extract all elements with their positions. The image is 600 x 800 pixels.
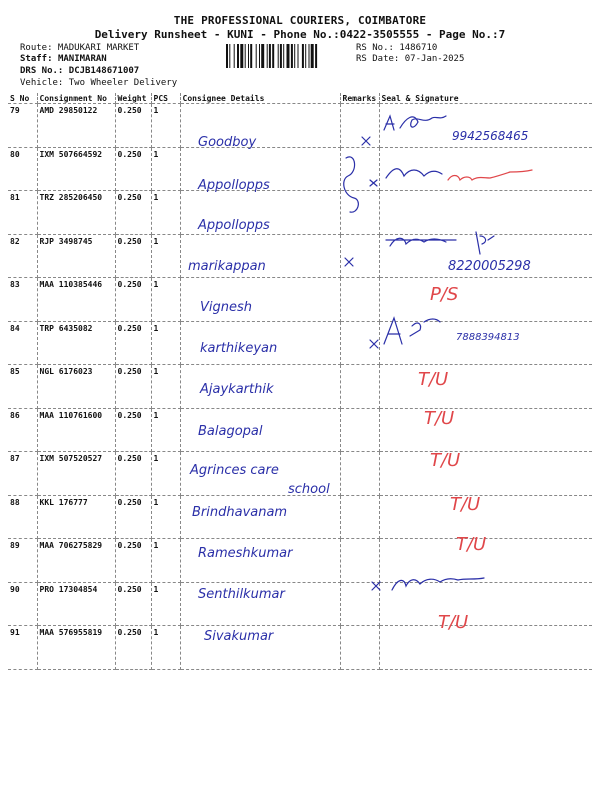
row-sno: 83 (8, 278, 37, 322)
row-pcs: 1 (151, 147, 180, 191)
table-row (8, 452, 592, 496)
remark-red: T/U (450, 494, 481, 515)
row-consignee (180, 626, 340, 670)
row-consignment: PRO 17304854 (37, 582, 115, 626)
remark-red: T/U (438, 612, 469, 633)
hw-phone: 7888394813 (456, 332, 520, 343)
hw-name: school (288, 482, 330, 497)
row-sno: 89 (8, 539, 37, 583)
row-remarks (340, 626, 379, 670)
row-consignment: TRZ 285206450 (37, 191, 115, 235)
row-sno: 87 (8, 452, 37, 496)
row-sno: 91 (8, 626, 37, 670)
table-row (8, 278, 592, 322)
row-pcs: 1 (151, 452, 180, 496)
row-pcs: 1 (151, 191, 180, 235)
hw-name: Appollopps (198, 218, 270, 233)
row-consignee (180, 234, 340, 278)
row-consignee (180, 582, 340, 626)
remark-red: P/S (430, 284, 459, 305)
row-seal (379, 147, 592, 191)
row-weight: 0.250 (115, 582, 151, 626)
row-consignment: RJP 3498745 (37, 234, 115, 278)
hw-phone: 9942568465 (452, 129, 529, 143)
table-row (8, 626, 592, 670)
row-remarks (340, 495, 379, 539)
row-pcs: 1 (151, 539, 180, 583)
row-remarks (340, 582, 379, 626)
table-row (8, 191, 592, 235)
row-seal (379, 278, 592, 322)
row-weight: 0.250 (115, 104, 151, 148)
row-remarks (340, 408, 379, 452)
row-remarks (340, 191, 379, 235)
row-sno: 82 (8, 234, 37, 278)
staff-line (20, 54, 107, 65)
row-pcs: 1 (151, 278, 180, 322)
row-weight: 0.250 (115, 321, 151, 365)
row-pcs: 1 (151, 234, 180, 278)
row-seal (379, 365, 592, 409)
hw-name: Balagopal (198, 424, 263, 439)
row-consignee (180, 452, 340, 496)
table-row (8, 104, 592, 148)
row-weight: 0.250 (115, 234, 151, 278)
row-consignment: MAA 576955819 (37, 626, 115, 670)
col-sno: S No (8, 93, 37, 104)
row-consignee (180, 321, 340, 365)
table-row (8, 495, 592, 539)
row-consignee (180, 104, 340, 148)
row-sno: 86 (8, 408, 37, 452)
row-weight: 0.250 (115, 278, 151, 322)
table-row (8, 408, 592, 452)
row-consignee (180, 191, 340, 235)
staff-label: Staff: (20, 54, 53, 64)
drs-line (20, 66, 139, 77)
row-seal (379, 452, 592, 496)
remark-red: T/U (456, 534, 487, 555)
col-consignee: Consignee Details (180, 93, 340, 104)
col-pcs: PCS (151, 93, 180, 104)
row-consignment: AMD 29850122 (37, 104, 115, 148)
row-sno: 85 (8, 365, 37, 409)
hw-name: Brindhavanam (192, 505, 288, 520)
row-consignee (180, 408, 340, 452)
staff-name: MANIMARAN (57, 54, 107, 64)
row-sno: 90 (8, 582, 37, 626)
hw-name: Rameshkumar (198, 546, 293, 561)
row-pcs: 1 (151, 365, 180, 409)
row-pcs: 1 (151, 495, 180, 539)
row-seal (379, 626, 592, 670)
vehicle-label: Vehicle: Two Wheeler Delivery (20, 78, 178, 88)
runsheet-table (8, 93, 592, 670)
row-weight: 0.250 (115, 452, 151, 496)
hw-name: karthikeyan (200, 341, 278, 356)
row-weight: 0.250 (115, 147, 151, 191)
row-remarks (340, 452, 379, 496)
hw-name: Goodboy (198, 135, 257, 150)
row-seal (379, 234, 592, 278)
row-seal (379, 408, 592, 452)
row-consignee (180, 539, 340, 583)
hw-name: Appollopps (198, 178, 270, 193)
col-seal: Seal & Signature (379, 93, 592, 104)
row-sno: 88 (8, 495, 37, 539)
col-consignment: Consignment No (37, 93, 115, 104)
row-pcs: 1 (151, 626, 180, 670)
hw-name: Vignesh (200, 300, 253, 315)
row-sno: 79 (8, 104, 37, 148)
row-weight: 0.250 (115, 408, 151, 452)
remark-red: T/U (418, 369, 449, 390)
row-seal (379, 191, 592, 235)
row-consignee (180, 147, 340, 191)
row-remarks (340, 104, 379, 148)
runsheet-subtitle: Delivery Runsheet - KUNI - Phone No.:0422-3505555 - Page No.:7 (94, 28, 506, 41)
row-remarks (340, 278, 379, 322)
row-weight: 0.250 (115, 365, 151, 409)
row-pcs: 1 (151, 104, 180, 148)
row-pcs: 1 (151, 321, 180, 365)
row-remarks (340, 147, 379, 191)
row-seal (379, 104, 592, 148)
row-weight: 0.250 (115, 191, 151, 235)
route-label: Route: MADUKARI MARKET (20, 43, 140, 53)
hw-name: Sivakumar (204, 629, 274, 644)
drs-number: DCJB148671007 (68, 66, 140, 76)
row-weight: 0.250 (115, 495, 151, 539)
row-remarks (340, 365, 379, 409)
table-row (8, 582, 592, 626)
row-seal (379, 582, 592, 626)
row-sno: 80 (8, 147, 37, 191)
barcode-icon (226, 44, 348, 68)
col-remarks: Remarks (340, 93, 379, 104)
row-consignment: NGL 6176023 (37, 365, 115, 409)
row-consignment: KKL 176777 (37, 495, 115, 539)
row-pcs: 1 (151, 582, 180, 626)
table-header-row (8, 93, 592, 104)
row-seal (379, 495, 592, 539)
row-consignee (180, 495, 340, 539)
table-row (8, 234, 592, 278)
row-sno: 84 (8, 321, 37, 365)
table-row (8, 147, 592, 191)
row-remarks (340, 539, 379, 583)
hw-name: Ajaykarthik (200, 382, 274, 397)
row-sno: 81 (8, 191, 37, 235)
row-consignee (180, 365, 340, 409)
remark-red: T/U (430, 450, 461, 471)
hw-phone: 8220005298 (448, 259, 531, 274)
table-row (8, 321, 592, 365)
row-consignment: TRP 6435082 (37, 321, 115, 365)
company-title: THE PROFESSIONAL COURIERS, COIMBATORE (173, 14, 427, 27)
row-consignment: MAA 706275829 (37, 539, 115, 583)
row-consignment: MAA 110385446 (37, 278, 115, 322)
row-weight: 0.250 (115, 539, 151, 583)
drs-label: DRS No.: (20, 66, 64, 76)
row-consignment: MAA 110761600 (37, 408, 115, 452)
row-consignment: IXM 507520527 (37, 452, 115, 496)
row-seal (379, 539, 592, 583)
row-consignee (180, 278, 340, 322)
row-seal (379, 321, 592, 365)
rs-number: RS No.: 1486710 (356, 43, 438, 53)
row-remarks (340, 321, 379, 365)
col-weight: Weight (115, 93, 151, 104)
hw-name: marikappan (188, 259, 266, 274)
table-row (8, 365, 592, 409)
row-remarks (340, 234, 379, 278)
table-row (8, 539, 592, 583)
row-consignment: IXM 507664592 (37, 147, 115, 191)
row-pcs: 1 (151, 408, 180, 452)
rs-date: RS Date: 07-Jan-2025 (356, 54, 465, 64)
hw-name: Agrinces care (190, 463, 279, 478)
row-weight: 0.250 (115, 626, 151, 670)
hw-name: Senthilkumar (198, 587, 285, 602)
remark-red: T/U (424, 408, 455, 429)
